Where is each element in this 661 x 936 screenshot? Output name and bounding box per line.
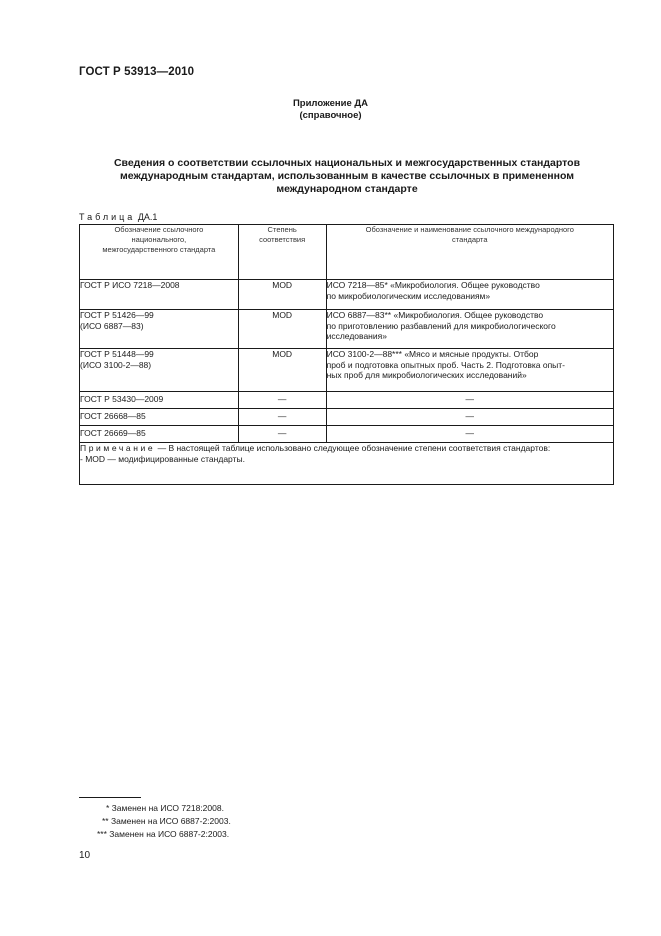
header-text: национального,: [131, 235, 187, 244]
section-heading: [90, 157, 604, 196]
cell-text: проб и подготовка опытных проб. Часть 2. Подготовка опыт-: [326, 359, 566, 370]
cell-standard: [80, 280, 239, 310]
heading-line: международном стандарте: [276, 183, 418, 195]
table-caption-word: Таблица: [79, 212, 136, 222]
table-caption-id: ДА.1: [137, 212, 158, 222]
cell-standard: [80, 409, 239, 426]
cell-standard: [80, 310, 239, 349]
cell-degree: —: [238, 426, 326, 443]
table-row: [80, 426, 614, 443]
header-degree: [238, 225, 326, 280]
table-row: [80, 409, 614, 426]
note-item: - MOD — модифицированные стандарты.: [80, 454, 245, 464]
footnote: ** Заменен на ИСО 6887-2:2003.: [102, 816, 231, 826]
cell-international: [326, 280, 613, 310]
table-row: [80, 392, 614, 409]
footnote-divider: [79, 797, 141, 798]
cell-standard: [80, 392, 239, 409]
header-text: стандарта: [452, 235, 488, 244]
cell-degree: —: [238, 409, 326, 426]
note-label: Примечание: [80, 443, 156, 453]
cell-international: [326, 310, 613, 349]
cell-text: —: [465, 428, 475, 438]
cell-text: ИСО 3100-2—88*** «Мясо и мясные продукты. Отбор: [326, 349, 539, 359]
footnote: * Заменен на ИСО 7218:2008.: [106, 803, 224, 813]
cell-degree: MOD: [238, 349, 326, 392]
heading-line: международным стандартам, использованным в качестве ссылочных в примененном: [119, 170, 575, 182]
annex-subtitle: (справочное): [299, 110, 362, 121]
table-row: [80, 310, 614, 349]
cell-international: [326, 409, 613, 426]
cell-text: ГОСТ Р 51448—99: [80, 349, 154, 359]
annex-title: Приложение ДА: [292, 98, 369, 109]
table-row: [80, 349, 614, 392]
table-note: [80, 443, 614, 485]
cell-degree: MOD: [238, 310, 326, 349]
cell-degree: —: [238, 392, 326, 409]
heading-line: Сведения о соответствии ссылочных национальных и межгосударственных стандартов: [113, 157, 581, 169]
correspondence-table: [79, 224, 614, 485]
footnote: *** Заменен на ИСО 6887-2:2003.: [97, 829, 230, 839]
cell-text: ГОСТ Р ИСО 7218—2008: [80, 280, 180, 290]
cell-international: [326, 392, 613, 409]
cell-standard: [80, 426, 239, 443]
header-national-standard: [80, 225, 239, 280]
cell-text: —: [465, 411, 475, 421]
cell-text: исследования»: [326, 331, 387, 341]
cell-text: (ИСО 6887—83): [80, 320, 144, 331]
note-text: — В настоящей таблице использовано следующее обозначение степени соответствия стандартов:: [157, 443, 551, 453]
table-caption: [79, 212, 157, 223]
cell-text: (ИСО 3100-2—88): [80, 359, 152, 370]
header-text: Обозначение ссылочного: [114, 225, 204, 234]
cell-text: по микробиологическим исследованиям»: [326, 290, 491, 301]
annex-title-block: [0, 98, 661, 122]
header-text: Обозначение и наименование ссылочного международного: [365, 225, 574, 234]
cell-text: ГОСТ Р 51426—99: [80, 310, 154, 320]
footnotes: [79, 802, 379, 841]
header-text: Степень: [267, 225, 297, 234]
note-paragraph: [80, 443, 613, 454]
cell-text: ГОСТ 26669—85: [80, 428, 146, 438]
cell-text: ных проб для микробиологических исследований»: [326, 370, 527, 380]
cell-international: [326, 426, 613, 443]
table-row: [80, 280, 614, 310]
cell-text: по приготовлению разбавлений для микробиологического: [326, 320, 556, 331]
header-text: межгосударственного стандарта: [102, 245, 216, 254]
cell-text: —: [465, 394, 475, 404]
cell-text: ГОСТ 26668—85: [80, 411, 146, 421]
document-code: ГОСТ Р 53913—2010: [79, 66, 195, 78]
cell-text: ИСО 6887—83** «Микробиология. Общее руководство: [326, 310, 544, 320]
header-text: соответствия: [259, 235, 306, 244]
cell-text: ИСО 7218—85* «Микробиология. Общее руководство: [326, 280, 540, 290]
table-note-row: [80, 443, 614, 485]
table-header-row: [80, 225, 614, 280]
cell-text: ГОСТ Р 53430—2009: [80, 394, 164, 404]
cell-degree: MOD: [238, 280, 326, 310]
header-international-standard: [326, 225, 613, 280]
page-number: 10: [79, 850, 91, 861]
cell-international: [326, 349, 613, 392]
cell-standard: [80, 349, 239, 392]
